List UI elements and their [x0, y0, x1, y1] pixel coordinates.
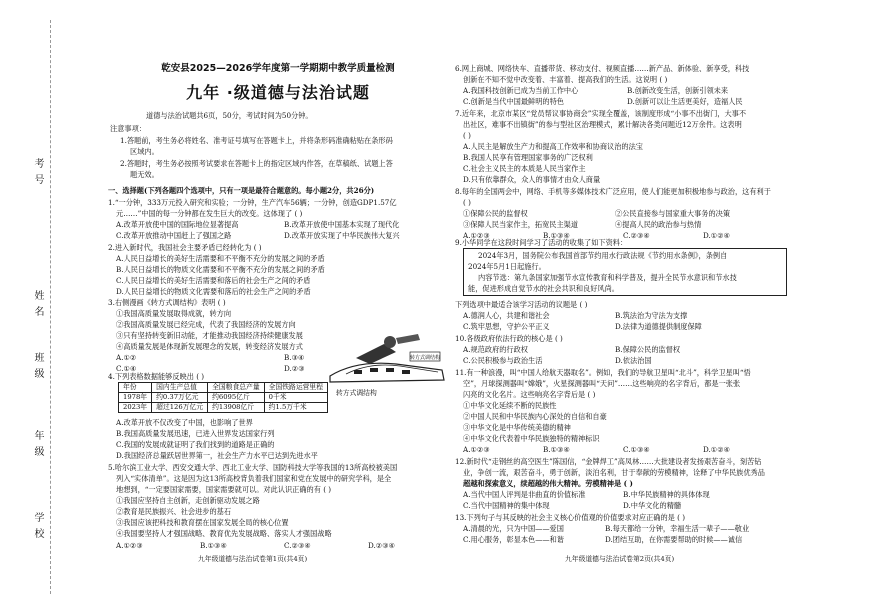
- question-12-stem: 超越和探索意义，续超越的伟大精神。劳模精神是 ( ): [463, 479, 633, 488]
- q9-option-a[interactable]: A.德润人心，共建和谐社会: [463, 311, 550, 320]
- notice-line: 1.答题前，考生务必将姓名、准考证号填写在答题卡上，并将条形码准确粘贴在条形码: [120, 136, 393, 145]
- question-4-stem: 4.下列表格数据能够反映出 ( ): [108, 372, 205, 381]
- q4-option-d[interactable]: D.我国经济总量跃居世界第一，社会生产力水平已达到先进水平: [116, 451, 318, 460]
- question-1-stem: 元……”中国的每一分钟都在发生巨大的改变。这体现了 ( ): [116, 209, 303, 218]
- question-12-stem: 12.新时代“走钢丝的高空医生”陈国信，“金牌焊工”高凤林……大批建设者发扬艰苦奋斗，刻苦钻: [455, 457, 762, 466]
- q7-option-d[interactable]: D.只有依靠群众，众人的事情才由众人商量: [463, 175, 601, 184]
- q7-option-a[interactable]: A.人民主是解放生产力和提高工作效率和协商议治的法宝: [463, 142, 643, 151]
- section-heading: 一、选择题(下列各题四个选项中，只有一项是最符合题意的。每小题2分，共26分): [108, 186, 375, 195]
- q2-option-d[interactable]: D.人民日益增长的物质文化需要和落后的社会生产之间的矛盾: [116, 287, 311, 296]
- q5-option-c[interactable]: C.②③④: [284, 541, 311, 550]
- q8-statement: ③保障人民当家作主，拓宽民主渠道: [463, 220, 579, 229]
- q5-option-b[interactable]: B.①③④: [200, 541, 227, 550]
- q13-option-a[interactable]: A.清晨的光，只为中国——爱国: [463, 524, 564, 533]
- q12-option-a[interactable]: A.当代中国人评判是非曲直的价值标准: [463, 490, 586, 499]
- q12-option-c[interactable]: C.当代中国精神的集中体现: [463, 501, 550, 510]
- q10-option-c[interactable]: C.公民积极参与政治生活: [463, 356, 543, 365]
- q11-statement: ③中华文化是中华传统美德的精神: [463, 423, 571, 432]
- q1-option-b[interactable]: B.改革开放使中国基本实现了现代化: [284, 220, 400, 229]
- table-header: 国内生产总值: [152, 383, 208, 393]
- q8-statement: ④提高人民的政治参与热情: [615, 220, 702, 229]
- q7-option-b[interactable]: B.我国人民享有管理国家事务的广泛权利: [463, 153, 593, 162]
- q11-statement: ①中华文化延续不断的民族性: [463, 401, 557, 410]
- table-cell: 0千米: [264, 393, 327, 403]
- table-cell: 约0.37万亿元: [152, 393, 208, 403]
- q10-option-b[interactable]: B.保障公民的监督权: [615, 345, 681, 354]
- table-cell: 约1.5万千米: [264, 403, 327, 413]
- q2-option-a[interactable]: A.人民日益增长的美好生活需要和不平衡不充分的发展之间的矛盾: [116, 254, 325, 263]
- question-9-stem: 下列选项中最适合该学习活动的议题是 ( ): [455, 300, 588, 309]
- material-text: 内容节选：第九条国家加强节水宣传教育和科学普及，提升全民节水意识和节水技: [478, 273, 737, 282]
- q8-option-b[interactable]: B.①③④: [543, 231, 570, 240]
- q3-statement: ③只有坚持转变新旧动能，才能推动我国经济持续健康发展: [116, 331, 303, 340]
- q3-option-c[interactable]: C.①④: [116, 364, 137, 373]
- q8-statement: ②公民直接参与国家重大事务的决策: [615, 209, 731, 218]
- q3-option-b[interactable]: B.③④: [284, 353, 305, 362]
- q7-option-c[interactable]: C.社会主义民主的本质是人民当家作主: [463, 164, 586, 173]
- material-box: [463, 248, 787, 296]
- question-2-stem: 2.进入新时代，我国社会主要矛盾已经转化为 ( ): [108, 243, 262, 252]
- binding-label-kaohao: 考号: [32, 158, 43, 190]
- q6-option-b[interactable]: B.创新改变生活，创新引领未来: [627, 86, 729, 95]
- table-row: [119, 393, 328, 403]
- material-text: 2024年3月，国务院公布我国首部节约用水行政法规《节约用水条例》，条例自: [478, 251, 728, 260]
- exam-note: 道德与法治试题共6页，50分，考试时间为50分钟。: [146, 111, 313, 120]
- question-7-stem: 7.近年来，北京市某区“党员帮议事协商会”实现全覆盖，该制度形成“小事不出街门，大事不: [455, 109, 747, 118]
- q1-option-a[interactable]: A.改革开放使中国的国际地位显著提高: [116, 220, 239, 229]
- q3-statement: ④高质量发展是体现新发展理念的发展，转变经济发展方式: [116, 342, 303, 351]
- material-text: 2024年5月1日起施行。: [468, 262, 546, 271]
- q5-option-d[interactable]: D.②③④: [368, 541, 396, 550]
- cartoon-caption: 转方式调结构: [336, 389, 377, 397]
- q8-option-c[interactable]: C.②③④: [623, 231, 650, 240]
- table-header-row: [119, 383, 328, 393]
- binding-label-xuexiao: 学校: [32, 512, 43, 544]
- notice-line: 区域内。: [130, 147, 159, 156]
- q6-option-d[interactable]: D.创新可以让生活更美好，造福人民: [627, 97, 743, 106]
- page-footer-left: 九年级道德与法治试卷第1页(共4页): [198, 555, 308, 563]
- q13-option-c[interactable]: C.用心服务，彰显本色——和谐: [463, 535, 564, 544]
- question-8-stem: ( ): [463, 198, 471, 207]
- q12-option-b[interactable]: B.中华民族精神的具体体现: [623, 490, 710, 499]
- question-12-stem: 业，争创一流，艰苦奋斗，勇于创新，淡泊名利，甘于奉献的劳模精神，诠释了中华民族优秀品: [463, 468, 765, 477]
- material-text: 能，促进形成自觉节水的社会共识和良好风尚。: [468, 284, 619, 293]
- notice-line: 题无效。: [130, 170, 159, 179]
- question-5-stem: 列入“实体清单”。这是因为这13所高校背负着我们国家和党在发展中的研究学科，是全: [116, 474, 392, 483]
- question-13-stem: 13.下列句子与其反映的社会主义核心价值观的价值要求对应正确的是 ( ): [455, 513, 686, 522]
- notice-heading: 注意事项：: [110, 124, 146, 133]
- cartoon-illustration: [326, 330, 448, 386]
- q12-option-d[interactable]: D.中华文化的精髓: [623, 501, 682, 510]
- q6-option-c[interactable]: C.创新是当代中国最鲜明的特色: [463, 97, 564, 106]
- q11-option-b[interactable]: B.①③④: [543, 445, 570, 454]
- q9-option-d[interactable]: D.法律为道德提供制度保障: [615, 322, 702, 331]
- q11-statement: ④中华文化代表着中华民族独特的精神标识: [463, 434, 600, 443]
- data-table: [118, 382, 328, 413]
- question-5-stem: 地想到，“一定要国家需要，国家需要就可以。对此认识正确的有 ( ): [116, 485, 332, 494]
- exam-subtitle: 九年 ·级道德与法治试题: [186, 83, 370, 102]
- q10-option-d[interactable]: D.依法治国: [615, 356, 652, 365]
- question-7-stem: ( ): [463, 131, 471, 140]
- left-page: [108, 0, 448, 614]
- binding-label-nianji: 年级: [32, 430, 43, 462]
- binding-strip: [0, 0, 62, 614]
- q1-option-d[interactable]: D.改革开放实现了中华民族伟大复兴: [284, 231, 400, 240]
- q5-statement: ④我国要坚持人才强国战略、教育优先发展战略、落实人才强国战略: [116, 529, 332, 538]
- q9-option-c[interactable]: C.筑牢思想，守护公平正义: [463, 322, 550, 331]
- question-10-stem: 10.各级政府依法行政的核心是 ( ): [455, 334, 563, 343]
- q3-statement: ①我国高质量发展取得成就，转方向: [116, 309, 232, 318]
- q1-option-c[interactable]: C.改革开放推动中国赶上了强国之路: [116, 231, 232, 240]
- q13-option-d[interactable]: D.团结互助，在你需要帮助的时候——诚信: [605, 535, 743, 544]
- table-header: 年份: [119, 383, 152, 393]
- q2-option-b[interactable]: B.人民日益增长的物质文化需要和不平衡不充分的发展之间的矛盾: [116, 265, 325, 274]
- table-cell: 约6095亿斤: [208, 393, 265, 403]
- q9-option-b[interactable]: B.筑法治为守法为支撑: [615, 311, 688, 320]
- q5-statement: ②教育是民族振兴、社会进步的基石: [116, 507, 232, 516]
- q8-statement: ①保障公民的监督权: [463, 209, 528, 218]
- binding-label-banji: 班级: [32, 352, 43, 384]
- q2-option-c[interactable]: C.人民日益增长的美好生活需要和落后的社会生产之间的矛盾: [116, 276, 311, 285]
- table-cell: 超过126万亿元: [152, 403, 208, 413]
- q4-option-a[interactable]: A.改革开放不仅改变了中国，也影响了世界: [116, 418, 253, 427]
- q8-option-d[interactable]: D.①②④: [703, 231, 731, 240]
- table-cell: 约13908亿斤: [208, 403, 265, 413]
- question-11-stem: 空”，月球探测器叫“嫦娥”，火星探测器叫“天问”……这些响亮的名字背后，都是一张张: [463, 379, 741, 388]
- q5-statement: ①我国应坚持自主创新，走创新驱动发展之路: [116, 496, 260, 505]
- question-6-stem: 6.网上商城、网络快车、直播带货、移动支付、视频直播……新产品、新体验、新享受，科技: [455, 64, 750, 73]
- q11-statement: ②中国人民和中华民族内心深处的自信和自豪: [463, 412, 607, 421]
- question-5-stem: 5.哈尔滨工业大学、西安交通大学、西北工业大学、国防科技大学等我国的13所高校被美国: [108, 463, 398, 472]
- q3-option-a[interactable]: A.①②: [116, 353, 137, 362]
- table-row: [119, 403, 328, 413]
- q3-statement: ②我国高质量发展已经完成，代表了我国经济的发展方向: [116, 320, 296, 329]
- binding-label-xingming: 姓名: [32, 290, 43, 322]
- q11-option-a[interactable]: A.①②③: [463, 445, 490, 454]
- q5-statement: ③我国应该把科技和教育摆在国家发展全局的核心位置: [116, 518, 289, 527]
- exam-title: 乾安县2025—2026学年度第一学期期中教学质量检测: [161, 63, 395, 74]
- table-cell: 1978年: [119, 393, 152, 403]
- q4-option-c[interactable]: C.我国的发展成就证明了我们找到的道路是正确的: [116, 440, 275, 449]
- cartoon-text: 转方式调结构: [409, 355, 441, 361]
- right-page: [455, 0, 788, 614]
- question-6-stem: 创新在不知不觉中改变着、丰富着、提高我们的生活。这说明 ( ): [463, 75, 668, 84]
- q11-option-d[interactable]: D.①②④: [703, 445, 731, 454]
- q3-option-d[interactable]: D.②③: [284, 364, 305, 373]
- q10-option-a[interactable]: A.规范政府的行政权: [463, 345, 528, 354]
- q5-option-a[interactable]: A.①②③: [116, 541, 143, 550]
- question-3-stem: 3.右侧漫画《转方式调结构》表明 ( ): [108, 298, 226, 307]
- q6-option-a[interactable]: A.我国科技创新已成为当前工作中心: [463, 86, 579, 95]
- q13-option-b[interactable]: B.每天都给一分钟，幸福生活一辈子——敬业: [605, 524, 750, 533]
- notice-line: 2.答题时，考生务必按照考试要求在答题卡上的指定区域内作答，在草稿纸、试题上答: [120, 159, 393, 168]
- question-1-stem: 1.“一分钟，333万元投入研究和实验；一分钟，生产汽车56辆；一分钟，创造GDP1.57亿: [108, 198, 397, 207]
- question-7-stem: 出社区，难事不出镇街”的参与型社区治理模式，累计解决各类问题近12万余件。这表明: [463, 120, 742, 129]
- binding-cut-line: [50, 20, 51, 594]
- question-11-stem: 闪亮的文化名片。这些响亮名字背后是 ( ): [463, 390, 596, 399]
- table-header: 全国粮食总产量: [208, 383, 265, 393]
- page-footer-right: 九年级道德与法治试卷第2页(共4页): [565, 555, 675, 563]
- table-cell: 2023年: [119, 403, 152, 413]
- q8-option-a[interactable]: A.①②③: [463, 231, 490, 240]
- question-9-stem: 9.小华同学在这段时间学习了活动的收集了如下资料：: [455, 238, 628, 247]
- table-header: 全国铁路运营里程: [264, 383, 327, 393]
- q4-option-b[interactable]: B.我国高质量发展迅速，已进入世界发达国家行列: [116, 429, 275, 438]
- question-11-stem: 11.有一种浪漫，叫“中国人给航天器取名”。例如，我们的导航卫星叫“北斗”，科学卫星叫“悟: [455, 368, 751, 377]
- q11-option-c[interactable]: C.①③④: [623, 445, 650, 454]
- question-8-stem: 8.每年的全国两会中，网络、手机等多媒体技术广泛应用，使人们能更加积极地参与政治，这有利于: [455, 187, 771, 196]
